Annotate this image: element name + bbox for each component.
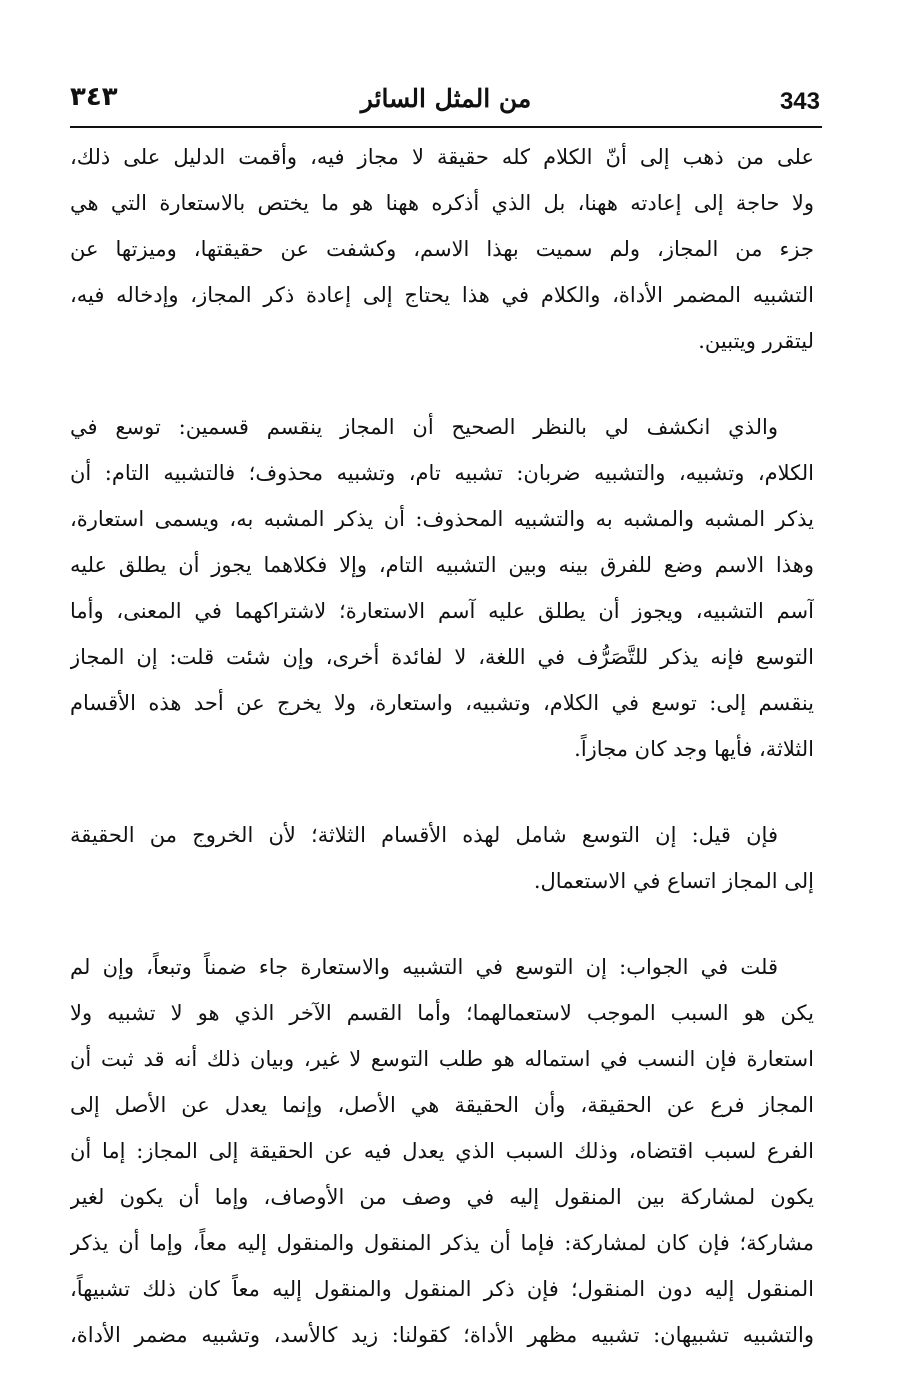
text-line: والتشبيه تشبيهان: تشبيه مظهر الأداة؛ كقولنا: زيد كالأسد، وتشبيه مضمر الأداة، xyxy=(70,1323,814,1347)
text-line: يكون لمشاركة بين المنقول إليه في وصف من الأوصاف، وإما أن يكون لغير xyxy=(70,1185,814,1209)
text-line: ولا حاجة إلى إعادته ههنا، بل الذي أذكره ههنا هو ما يختص بالاستعارة التي هي xyxy=(70,191,814,215)
paragraph-4 xyxy=(70,944,814,1358)
text-line: التوسع فإنه يذكر للتَّصَرُّف في اللغة، لا لفائدة أخرى، وإن شئت قلت: إن المجاز xyxy=(70,645,814,669)
text-line: الثلاثة، فأيها وجد كان مجازاً. xyxy=(574,737,814,761)
paragraph-2 xyxy=(70,404,814,772)
text-line: إلى المجاز اتساع في الاستعمال. xyxy=(533,869,814,893)
page-number-latin: 343 xyxy=(779,88,820,115)
text-line: ينقسم إلى: توسع في الكلام، وتشبيه، واستعارة، ولا يخرج عن أحد هذه الأقسام xyxy=(70,691,814,715)
text-line: على من ذهب إلى أنّ الكلام كله حقيقة لا مجاز فيه، وأقمت الدليل على ذلك، xyxy=(70,145,814,169)
text-line: قلت في الجواب: إن التوسع في التشبيه والاستعارة جاء ضمناً وتبعاً، وإن لم xyxy=(70,955,778,979)
text-line: آسم التشبيه، ويجوز أن يطلق عليه آسم الاستعارة؛ لاشتراكهما في المعنى، وأما xyxy=(70,599,814,623)
text-line: مشاركة؛ فإن كان لمشاركة: فإما أن يذكر المنقول والمنقول إليه معاً، وإما أن يذكر xyxy=(70,1231,814,1255)
text-line: الكلام، وتشبيه، والتشبيه ضربان: تشبيه تام، وتشبيه محذوف؛ فالتشبيه التام: أن xyxy=(70,461,814,485)
text-line: والذي انكشف لي بالنظر الصحيح أن المجاز ينقسم قسمين: توسع في xyxy=(70,415,778,439)
page-number-arabic: ٣٤٣ xyxy=(70,82,118,112)
page-header xyxy=(70,78,822,128)
text-line: يذكر المشبه والمشبه به والتشبيه المحذوف: أن يذكر المشبه به، ويسمى استعارة، xyxy=(70,507,814,531)
running-title: من المثل السائر xyxy=(360,84,532,113)
text-line: ليتقرر ويتبين. xyxy=(698,329,814,353)
paragraph-gap xyxy=(70,772,814,812)
paragraph-1 xyxy=(70,134,814,364)
paragraph-3 xyxy=(70,812,814,904)
text-line: الفرع لسبب اقتضاه، وذلك السبب الذي يعدل فيه عن الحقيقة إلى المجاز: إما أن xyxy=(70,1139,814,1163)
text-line: جزء من المجاز، ولم سميت بهذا الاسم، وكشفت عن حقيقتها، وميزتها عن xyxy=(70,237,814,261)
paragraph-gap xyxy=(70,904,814,944)
text-line: استعارة فإن النسب في استماله هو طلب التوسع لا غير، وبيان ذلك أنه قد ثبت أن xyxy=(70,1047,814,1071)
text-line: يكن هو السبب الموجب لاستعمالهما؛ وأما القسم الآخر الذي هو لا تشبيه ولا xyxy=(70,1001,814,1025)
text-line: وهذا الاسم وضع للفرق بينه وبين التشبيه التام، وإلا فكلاهما يجوز أن يطلق عليه xyxy=(70,553,814,577)
text-line: التشبيه المضمر الأداة، والكلام في هذا يحتاج إلى إعادة ذكر المجاز، وإدخاله فيه، xyxy=(70,283,814,307)
paragraph-gap xyxy=(70,364,814,404)
body-text xyxy=(70,134,814,1358)
text-line: المجاز فرع عن الحقيقة، وأن الحقيقة هي الأصل، وإنما يعدل عن الأصل إلى xyxy=(70,1093,814,1117)
text-line: المنقول إليه دون المنقول؛ فإن ذكر المنقول والمنقول إليه معاً كان ذلك تشبيهاً، xyxy=(70,1277,814,1301)
text-line: فإن قيل: إن التوسع شامل لهذه الأقسام الثلاثة؛ لأن الخروج من الحقيقة xyxy=(70,823,778,847)
